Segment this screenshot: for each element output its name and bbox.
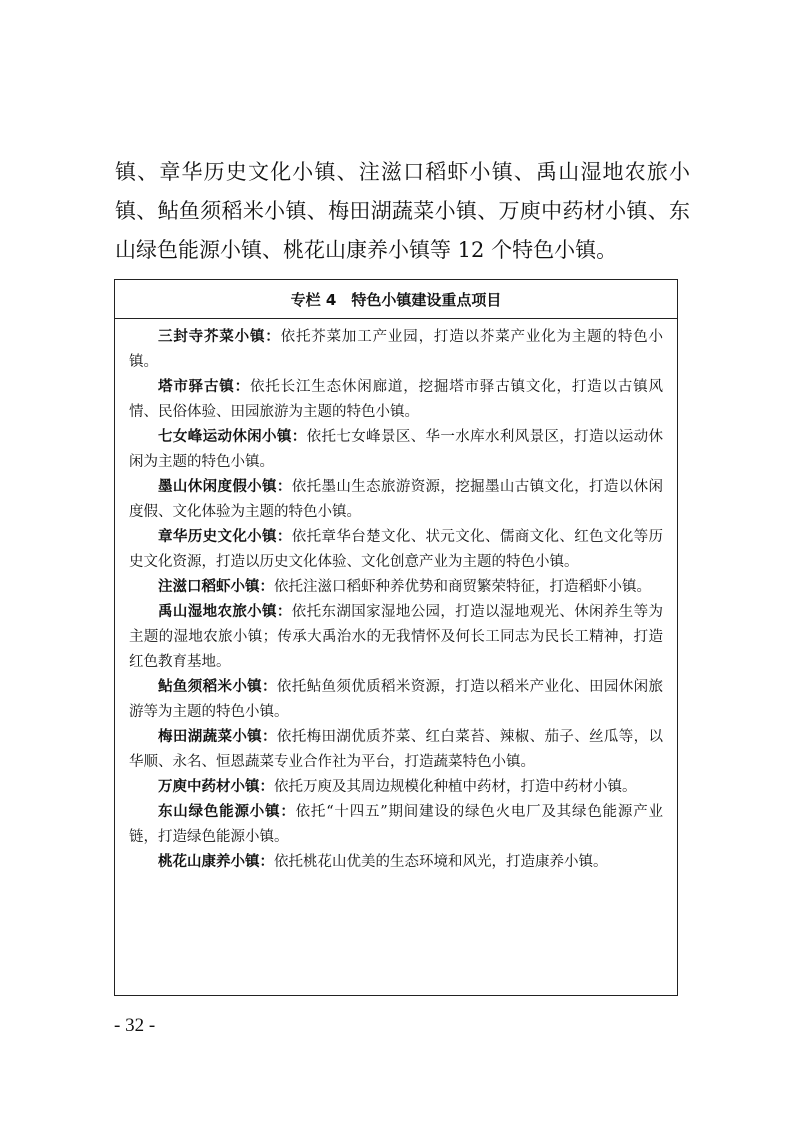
item-text: 依托七女峰景区、华一水库水利风景区，打造以运动休闲为主题的特色小镇。 [129,429,664,470]
list-item [129,600,663,675]
item-name: 梅田湖蔬菜小镇： [158,729,277,745]
item-text: 依托注滋口稻虾种养优势和商贸繁荣特征，打造稻虾小镇。 [274,579,651,595]
item-text: 依托梅田湖优质芥菜、红白菜苔、辣椒、茄子、丝瓜等，以华顺、永名、恒恩蔬菜专业合作社为平台，打造蔬菜特色小镇。 [129,729,664,770]
list-item [129,425,663,475]
list-item [129,525,663,575]
item-text: 依托墨山生态旅游资源，挖掘墨山古镇文化，打造以休闲度假、文化体验为主题的特色小镇。 [129,479,664,520]
item-text: 依托鲇鱼须优质稻米资源，打造以稻米产业化、田园休闲旅游等为主题的特色小镇。 [129,679,664,720]
list-item [129,575,663,600]
feature-box [114,279,678,996]
box-title: 专栏 4 特色小镇建设重点项目 [115,280,677,319]
item-name: 三封寺芥菜小镇： [158,329,281,345]
item-name: 万庾中药材小镇： [158,779,274,795]
item-text: 依托“十四五”期间建设的绿色火电厂及其绿色能源产业链，打造绿色能源小镇。 [129,804,663,845]
item-name: 章华历史文化小镇： [158,529,292,545]
list-item [129,475,663,525]
item-name: 桃花山康养小镇： [158,854,274,870]
list-item [129,800,663,850]
list-item [129,675,663,725]
item-name: 墨山休闲度假小镇： [158,479,292,495]
item-name: 禹山湿地农旅小镇： [158,604,292,620]
item-name: 七女峰运动休闲小镇： [158,429,307,445]
item-name: 塔市驿古镇： [158,379,250,395]
intro-paragraph: 镇、章华历史文化小镇、注滋口稻虾小镇、禹山湿地农旅小镇、鲇鱼须稻米小镇、梅田湖蔬菜小镇、万庾中药材小镇、东山绿色能源小镇、桃花山康养小镇等 12 个特色小镇。 [115,160,690,262]
item-text: 依托万庾及其周边规模化种植中药材，打造中药材小镇。 [274,779,637,795]
list-item [129,725,663,775]
item-text: 依托章华台楚文化、状元文化、儒商文化、红色文化等历史文化资源，打造以历史文化体验、文化创意产业为主题的特色小镇。 [129,529,664,570]
item-text: 依托桃花山优美的生态环境和风光，打造康养小镇。 [274,854,608,870]
list-item [129,850,663,875]
item-list [115,319,677,875]
item-text: 依托长江生态休闲廊道，挖掘塔市驿古镇文化，打造以古镇风情、民俗体验、田园旅游为主题的特色小镇。 [129,379,663,420]
list-item [129,325,663,375]
item-name: 东山绿色能源小镇： [158,804,296,820]
item-name: 注滋口稻虾小镇： [158,579,274,595]
page-number: - 32 - [114,1015,156,1036]
item-text: 依托芥菜加工产业园，打造以芥菜产业化为主题的特色小镇。 [129,329,663,370]
list-item [129,775,663,800]
item-name: 鲇鱼须稻米小镇： [158,679,277,695]
list-item [129,375,663,425]
item-text: 依托东湖国家湿地公园，打造以湿地观光、休闲养生等为主题的湿地农旅小镇；传承大禹治水的无我情怀及何长工同志为民长工精神，打造红色教育基地。 [129,604,664,670]
